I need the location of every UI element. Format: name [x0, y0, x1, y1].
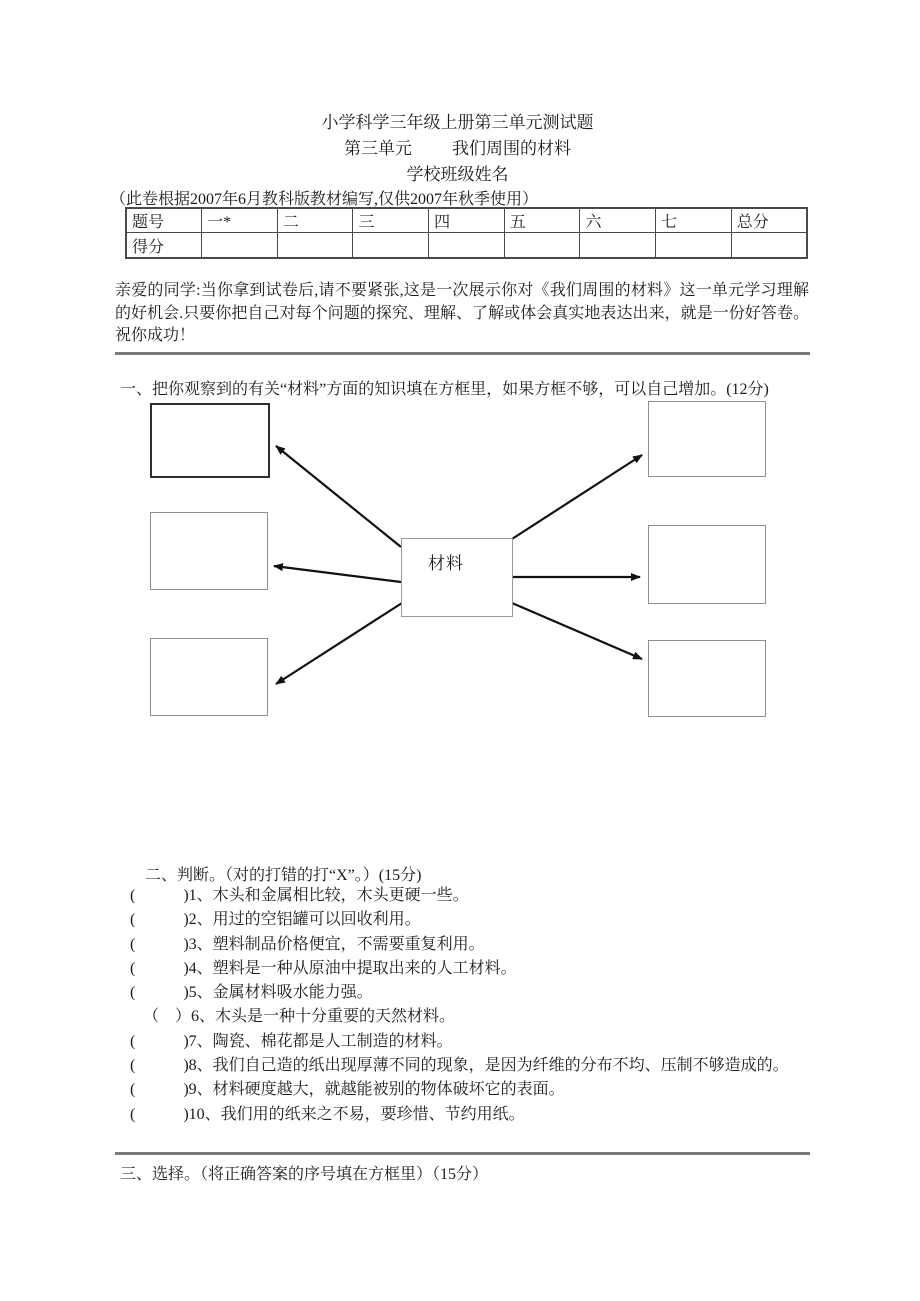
score-input-cell[interactable]: [731, 233, 807, 259]
intro-paragraph: 亲爱的同学:当你拿到试卷后,请不要紧张,这是一次展示你对《我们周围的材料》这一单元学习理解的好机会.只要你把自己对每个问题的探究、理解、了解或体会真实地表达出来，就是一份好答卷。祝你成功！: [115, 282, 809, 345]
unit-label: 第三单元: [344, 139, 412, 158]
score-header-cell: 二: [277, 208, 353, 233]
page-title: 小学科学三年级上册第三单元测试题: [321, 113, 594, 132]
score-table: [125, 207, 808, 259]
section-one-heading: 一、把你观察到的有关“材料”方面的知识填在方框里，如果方框不够，可以自己增加。(12分): [120, 381, 769, 398]
score-table-header-row: [126, 208, 807, 233]
score-table-score-row: [126, 233, 807, 259]
answer-box-bottom-left[interactable]: [150, 638, 268, 716]
arrow-to-bottom-left-box: [276, 603, 402, 684]
unit-name: 我们周围的材料: [452, 139, 571, 158]
answer-box-middle-left[interactable]: [150, 512, 268, 590]
score-header-cell: 总分: [731, 208, 807, 233]
score-header-cell: 一*: [202, 208, 278, 233]
judge-item-8: ( )8、我们自己造的纸出现厚薄不同的现象，是因为纤维的分布不均、压制不够造成的。: [130, 1057, 789, 1075]
diagram-center-box: [401, 538, 513, 617]
divider-rule-bottom: [115, 1152, 810, 1155]
score-header-cell: 四: [429, 208, 505, 233]
score-header-cell: 七: [656, 208, 732, 233]
score-header-cell: 三: [353, 208, 429, 233]
score-input-cell[interactable]: [429, 233, 505, 259]
answer-box-middle-right[interactable]: [648, 525, 766, 604]
judge-item-4: ( )4、塑料是一种从原油中提取出来的人工材料。: [130, 959, 517, 977]
judge-item-5: ( )5、金属材料吸水能力强。: [130, 984, 373, 1002]
score-input-cell[interactable]: [656, 233, 732, 259]
score-input-cell[interactable]: [580, 233, 656, 259]
section-two-heading: 二、判断。（对的打错的打“X”。）(15分): [145, 867, 422, 884]
score-header-cell: 五: [504, 208, 580, 233]
arrow-to-top-right-box: [512, 455, 642, 539]
answer-box-bottom-right[interactable]: [648, 640, 766, 717]
unit-subtitle: [100, 134, 815, 159]
arrow-to-middle-left-box: [274, 566, 401, 582]
divider-rule-top: [115, 352, 810, 355]
section-three-heading: 三、选择。（将正确答案的序号填在方框里）（15分）: [120, 1166, 489, 1183]
judge-item-1: ( )1、木头和金属相比较，木头更硬一些。: [130, 887, 469, 904]
judge-item-3: ( )3、塑料制品价格便宜，不需要重复利用。: [130, 935, 485, 953]
score-input-cell[interactable]: [504, 233, 580, 259]
score-input-cell[interactable]: [277, 233, 353, 259]
school-class-name-line: 学校班级姓名: [406, 165, 509, 184]
edition-note: （此卷根据2007年6月教科版教材编写,仅供2007年秋季使用）: [110, 191, 539, 208]
judge-item-9: ( )9、材料硬度越大，就越能被别的物体破坏它的表面。: [130, 1081, 565, 1099]
answer-box-top-left[interactable]: [150, 403, 270, 478]
answer-box-top-right[interactable]: [648, 401, 766, 477]
judge-item-6: （ ）6、木头是一种十分重要的天然材料。: [143, 1008, 456, 1026]
judge-item-10: ( )10、我们用的纸来之不易，要珍惜、节约用纸。: [130, 1105, 525, 1123]
judge-item-2: ( )2、用过的空铝罐可以回收利用。: [130, 911, 421, 929]
score-header-cell: 题号: [126, 208, 202, 233]
score-input-cell[interactable]: [353, 233, 429, 259]
arrow-to-bottom-right-box: [512, 603, 642, 659]
materials-concept-diagram: [100, 400, 815, 740]
score-header-cell: 六: [580, 208, 656, 233]
judge-item-7: ( )7、陶瓷、棉花都是人工制造的材料。: [130, 1032, 453, 1050]
score-row-label: 得分: [126, 233, 202, 259]
score-input-cell[interactable]: [202, 233, 278, 259]
judge-question-list: [115, 884, 791, 1127]
arrow-to-top-left-box: [276, 446, 401, 547]
diagram-center-label: 材料: [428, 554, 464, 573]
